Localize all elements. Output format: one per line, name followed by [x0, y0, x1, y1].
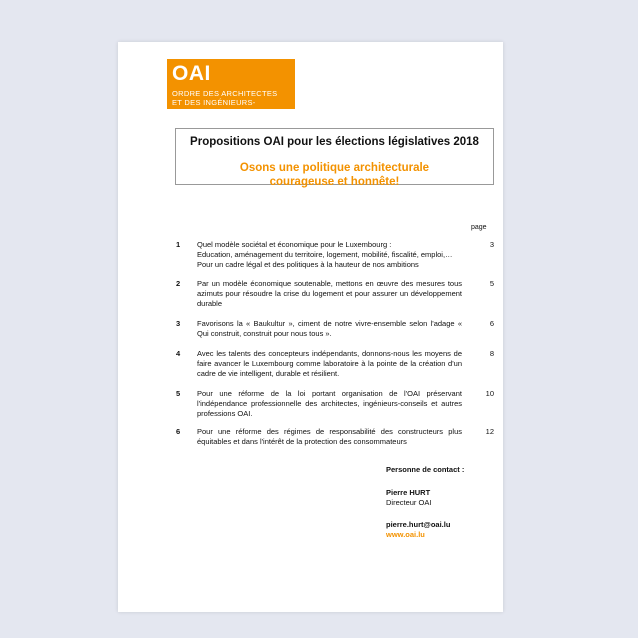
toc-item-text: Avec les talents des concepteurs indépendants, donnons-nous les moyens de faire avancer le Luxembourg comme laboratoire à la pointe de la création d'un cadre de vie intelligent, durable et résilient.	[197, 349, 462, 378]
logo-tagline-line1: ORDRE DES ARCHITECTES	[172, 89, 278, 98]
toc-item-number: 4	[176, 349, 181, 358]
document-subtitle	[176, 161, 493, 189]
toc-item-number: 5	[176, 389, 181, 398]
document-title: Propositions OAI pour les élections législatives 2018	[190, 136, 479, 148]
contact-name: Pierre HURT	[386, 488, 431, 497]
contact-block	[386, 465, 464, 540]
toc-item	[176, 389, 494, 419]
logo-mark: OAI	[172, 62, 211, 85]
toc-item-page: 12	[485, 427, 494, 436]
toc-item-number: 2	[176, 279, 181, 288]
title-box	[175, 128, 494, 188]
contact-website-link[interactable]: www.oai.lu	[386, 530, 425, 539]
toc-item-page: 3	[489, 240, 494, 249]
logo-tagline-line2: ET DES INGÉNIEURS-CONSEILS	[172, 98, 256, 116]
toc-item	[176, 319, 494, 339]
table-of-contents	[176, 240, 494, 447]
toc-item-page: 5	[489, 279, 494, 288]
toc-item	[176, 427, 494, 447]
toc-item-text: Par un modèle économique soutenable, mettons en œuvre des mesures tous azimuts pour résoudre la crise du logement et pour assurer un développement durable	[197, 279, 462, 308]
toc-item-text: Pour une réforme des régimes de responsabilité des constructeurs plus équitables et dans l'intérêt de la protection des consommateurs	[197, 427, 462, 446]
toc-item-number: 6	[176, 427, 181, 436]
contact-heading: Personne de contact :	[386, 465, 465, 474]
subtitle-line2: courageuse et honnête!	[269, 176, 400, 188]
oai-logo	[167, 59, 295, 116]
contact-email-link[interactable]: pierre.hurt@oai.lu	[386, 520, 451, 529]
toc-item-page: 8	[489, 349, 494, 358]
toc-item	[176, 279, 494, 309]
toc-item-number: 3	[176, 319, 181, 328]
toc-item	[176, 240, 494, 270]
toc-item-text: Pour une réforme de la loi portant organisation de l'OAI préservant l'indépendance professionnelle des architectes, ingénieurs-conseils et autres professions OAI.	[197, 389, 462, 418]
contact-role: Directeur OAI	[386, 498, 432, 507]
toc-item-text: Favorisons la « Baukultur », ciment de notre vivre-ensemble selon l'adage « Qui construit, construit pour nous tous ».	[197, 319, 462, 338]
toc-item-text: Quel modèle sociétal et économique pour le Luxembourg : Education, aménagement du territoire, logement, mobilité, fiscalité, emploi,… Pour un cadre légal et des politiques à la hauteur de nos ambitions	[197, 240, 453, 269]
toc-item	[176, 349, 494, 379]
toc-item-number: 1	[176, 240, 181, 249]
toc-item-page: 10	[485, 389, 494, 398]
page-column-header: page	[471, 224, 487, 231]
document-page	[118, 42, 503, 612]
subtitle-line1: Osons une politique architecturale	[239, 162, 430, 174]
toc-item-page: 6	[489, 319, 494, 328]
